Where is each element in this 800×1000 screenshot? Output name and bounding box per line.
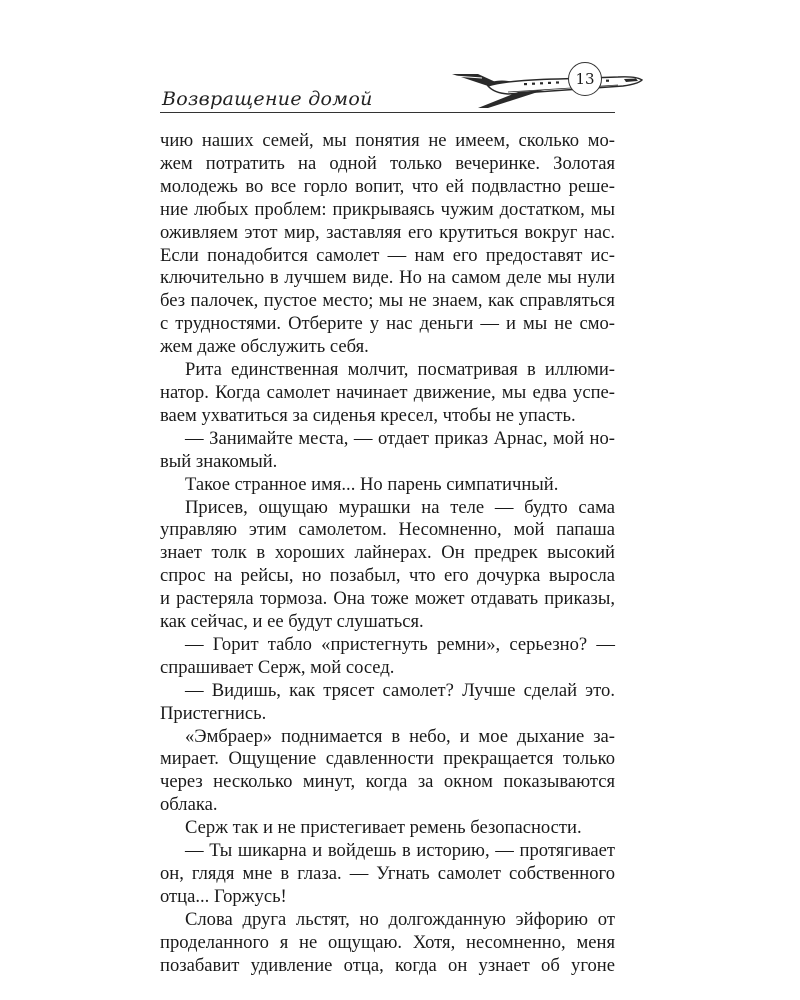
text-line: — Ты шикарна и войдешь в историю, — протягивает: [185, 840, 615, 862]
text-line: — Занимайте места, — отдает приказ Арнас, мой но-: [185, 427, 615, 449]
text-line: спрашивает Серж, мой сосед.: [160, 656, 395, 678]
text-line: позабавит удивление отца, когда он узнает об угоне: [160, 954, 615, 976]
text-line: чию наших семей, мы понятия не имеем, сколько мо-: [160, 130, 615, 151]
text-line: Если понадобится самолет — нам его предоставят ис-: [160, 244, 615, 266]
text-line: Слова друга льстят, но долгожданную эйфорию от: [185, 908, 615, 930]
text-line: вый знакомый.: [160, 450, 278, 472]
text-line: и растеряла тормоза. Она тоже может отдавать приказы,: [160, 588, 615, 610]
text-line: мирает. Ощущение сдавленности прекращается только: [160, 748, 615, 770]
text-line: — Горит табло «пристегнуть ремни», серьезно? —: [185, 633, 615, 655]
text-line: оживляем этот мир, заставляя его крутиться вокруг нас.: [160, 221, 615, 243]
text-line: знает толк в хороших лайнерах. Он предрек высокий: [160, 542, 615, 564]
text-line: через несколько минут, когда за окном показываются: [160, 771, 615, 793]
page-header: [0, 0, 800, 120]
text-line: проделанного я не ощущаю. Хотя, несомненно, меня: [160, 931, 615, 953]
text-line: жем даже обслужить себя.: [160, 336, 369, 358]
text-line: молодежь во все горло вопит, что ей подвластно реше-: [160, 175, 615, 197]
text-line: Серж так и не пристегивает ремень безопасности.: [185, 817, 582, 839]
text-line: ваем ухватиться за сиденья кресел, чтобы не упасть.: [160, 404, 576, 426]
text-line: ние любых проблем: прикрываясь чужим достатком, мы: [160, 198, 615, 220]
text-line: с трудностями. Отберите у нас деньги — и мы не смо-: [160, 313, 615, 335]
body-text: [160, 130, 615, 978]
running-title: Возвращение домой: [162, 88, 373, 110]
text-line: натор. Когда самолет начинает движение, мы едва успе-: [160, 381, 615, 403]
text-line: облака.: [160, 794, 218, 816]
page-number: 13: [568, 62, 602, 96]
text-line: без палочек, пустое место; мы не знаем, как справляться: [160, 290, 615, 312]
text-line: «Эмбраер» поднимается в небо, и мое дыхание за-: [185, 725, 615, 747]
text-line: спрос на рейсы, но позабыл, что его дочурка выросла: [160, 565, 615, 587]
text-line: Присев, ощущаю мурашки на теле — будто сама: [185, 496, 615, 518]
airplane-icon: [448, 52, 648, 112]
text-line: как сейчас, и ее будут слушаться.: [160, 611, 424, 633]
text-line: жем потратить на одной только вечеринке. Золотая: [160, 152, 615, 174]
text-line: Пристегнись.: [160, 702, 267, 724]
text-line: управляю этим самолетом. Несомненно, мой папаша: [160, 519, 615, 541]
text-line: он, глядя мне в глаза. — Угнать самолет собственного: [160, 863, 615, 884]
text-line: Такое странное имя... Но парень симпатичный.: [185, 473, 559, 495]
text-line: — Видишь, как трясет самолет? Лучше сделай это.: [185, 679, 615, 701]
text-line: Рита единственная молчит, посматривая в иллюми-: [185, 359, 615, 381]
text-line: отца... Горжусь!: [160, 885, 287, 907]
text-line: ключительно в лучшем виде. Но на самом деле мы нули: [160, 267, 615, 289]
header-rule: [160, 112, 615, 113]
